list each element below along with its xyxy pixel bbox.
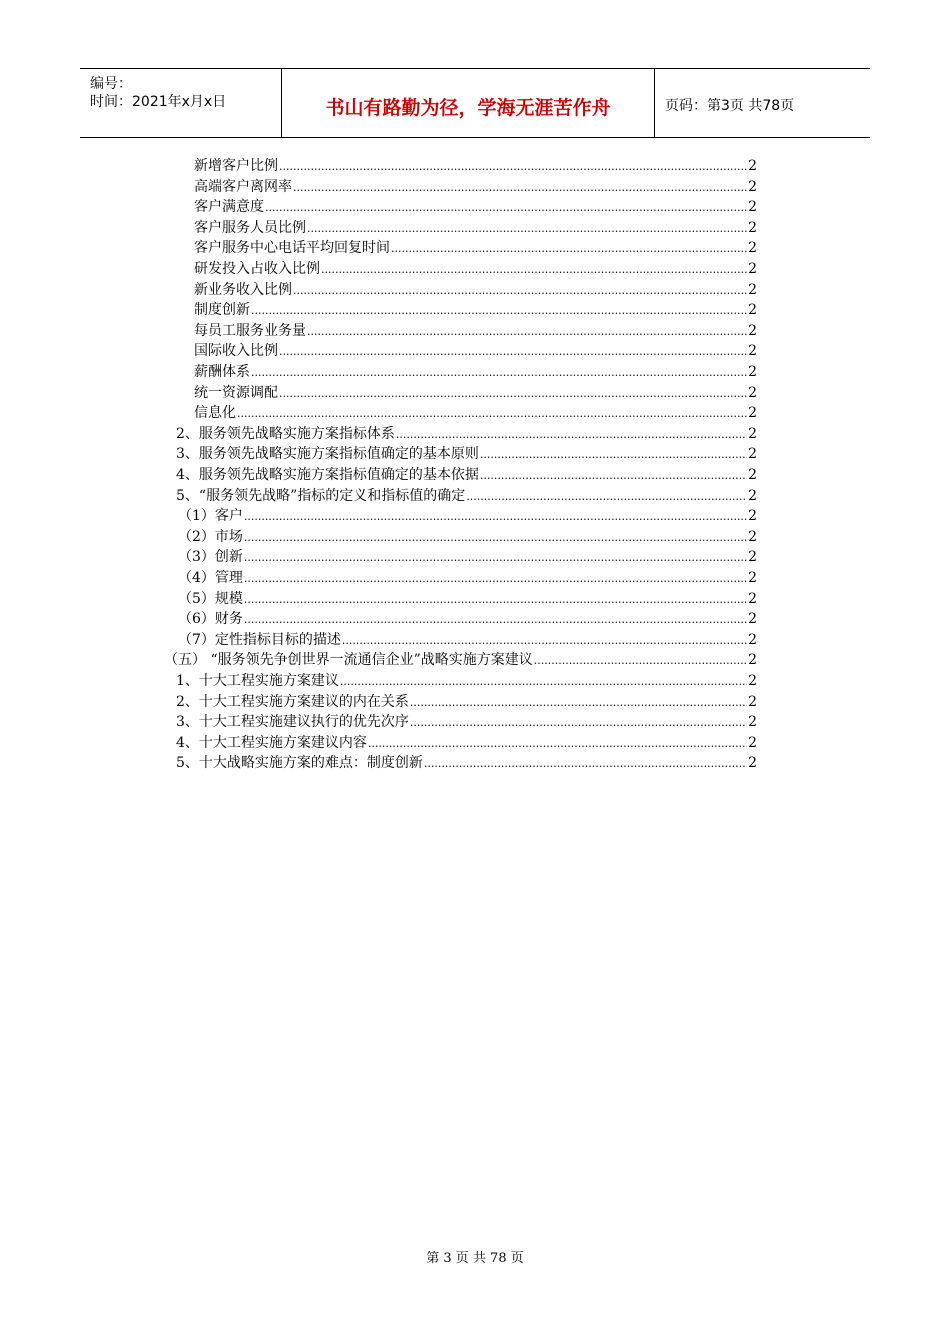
toc-entry[interactable] (178, 568, 757, 588)
toc-entry-page: 2 (748, 158, 757, 174)
toc-entry-page: 2 (748, 178, 757, 195)
toc-entry-page: 2 (748, 487, 757, 504)
toc-entry-page: 2 (748, 364, 757, 380)
toc-entry[interactable] (178, 547, 757, 567)
toc-entry-page: 2 (748, 570, 757, 586)
toc-entry-page: 2 (748, 425, 757, 442)
toc-entry[interactable] (178, 589, 757, 609)
toc-entry-page: 2 (748, 714, 757, 731)
toc-entry-label: 3、十大工程实施建议执行的优先次序 (176, 714, 409, 731)
toc-entry-label: （7）定性指标目标的描述 (178, 631, 341, 648)
toc-entry[interactable] (194, 259, 757, 279)
toc-entry[interactable] (194, 156, 757, 176)
toc-entry-label: （5）规模 (178, 590, 243, 607)
header-page-cell (655, 69, 870, 137)
toc-entry[interactable] (176, 486, 757, 506)
toc-entry-label: 信息化 (194, 405, 236, 422)
toc-entry-label: 高端客户离网率 (194, 178, 292, 195)
toc-entry-label: 客户服务人员比例 (194, 219, 306, 236)
toc-dot-leader (340, 672, 747, 692)
date-label: 时间：2021年x月x日 (90, 94, 227, 110)
toc-dot-leader (244, 590, 747, 610)
toc-entry-label: 4、服务领先战略实施方案指标值确定的基本依据 (176, 467, 479, 483)
toc-entry[interactable] (194, 383, 757, 403)
toc-entry-page: 2 (748, 467, 757, 483)
toc-entry[interactable] (176, 712, 757, 732)
toc-entry[interactable] (178, 527, 757, 547)
toc-entry[interactable] (178, 506, 757, 526)
toc-entry[interactable] (194, 321, 757, 341)
toc-entry-label: （1）客户 (178, 508, 243, 525)
toc-dot-leader (321, 260, 747, 280)
toc-entry[interactable] (176, 733, 757, 753)
toc-entry-page: 2 (748, 405, 757, 422)
toc-dot-leader (480, 466, 747, 486)
toc-dot-leader (279, 342, 747, 362)
toc-entry-page: 2 (748, 590, 757, 607)
toc-dot-leader (307, 322, 747, 342)
toc-entry-label: （4）管理 (178, 570, 243, 586)
toc-entry-page: 2 (748, 302, 757, 319)
page-footer: 第 3 页 共 78 页 (426, 1251, 524, 1266)
toc-dot-leader (237, 404, 747, 424)
header-meta (80, 69, 282, 137)
toc-entry[interactable] (194, 177, 757, 197)
toc-entry-label: 5、“服务领先战略”指标的定义和指标值的确定 (176, 487, 466, 504)
toc-dot-leader (251, 301, 747, 321)
toc-entry[interactable] (194, 280, 757, 300)
toc-dot-leader (480, 445, 747, 465)
toc-entry-label: （2）市场 (178, 528, 243, 545)
toc-entry-page: 2 (748, 631, 757, 648)
header-motto: 书山有路勤为径，学海无涯苦作舟 (325, 97, 611, 119)
toc-dot-leader (466, 487, 747, 507)
toc-entry-page: 2 (748, 219, 757, 236)
toc-dot-leader (279, 157, 747, 177)
toc-dot-leader (244, 528, 747, 548)
toc-entry-label: 研发投入占收入比例 (194, 261, 320, 277)
toc-dot-leader (396, 425, 747, 445)
toc-entry-page: 2 (748, 240, 757, 257)
toc-dot-leader (244, 569, 747, 589)
toc-entry-page: 2 (748, 508, 757, 525)
toc-entry-page: 2 (748, 652, 757, 669)
toc-entry[interactable] (194, 341, 757, 361)
toc-dot-leader (368, 734, 747, 754)
toc-entry-page: 2 (748, 446, 757, 463)
toc-entry-page: 2 (748, 693, 757, 710)
toc-entry-label: 新业务收入比例 (194, 281, 292, 298)
toc-entry-page: 2 (748, 261, 757, 277)
toc-entry-label: （3）创新 (178, 549, 243, 566)
toc-entry[interactable] (164, 650, 757, 670)
toc-dot-leader (342, 631, 747, 651)
toc-dot-leader (244, 507, 747, 527)
toc-entry-label: 客户服务中心电话平均回复时间 (194, 240, 390, 257)
toc-entry-label: 新增客户比例 (194, 158, 278, 174)
toc-entry-page: 2 (748, 384, 757, 401)
toc-dot-leader (391, 239, 747, 259)
toc-entry[interactable] (178, 630, 757, 650)
toc-entry[interactable] (176, 671, 757, 691)
toc-entry-page: 2 (748, 734, 757, 751)
header-page-number: 页码：第3页 共78页 (665, 98, 795, 114)
toc-entry[interactable] (194, 403, 757, 423)
toc-entry-label: 1、十大工程实施方案建议 (176, 673, 339, 689)
toc-dot-leader (244, 548, 747, 568)
toc-dot-leader (534, 651, 747, 671)
toc-entry[interactable] (194, 197, 757, 217)
toc-entry-label: 薪酬体系 (194, 364, 250, 380)
toc-entry[interactable] (194, 300, 757, 320)
toc-entry[interactable] (176, 424, 757, 444)
toc-dot-leader (251, 363, 747, 383)
toc-entry-page: 2 (748, 199, 757, 216)
toc-entry[interactable] (178, 609, 757, 629)
toc-entry[interactable] (194, 218, 757, 238)
toc-entry-label: 2、服务领先战略实施方案指标体系 (176, 425, 395, 442)
toc-dot-leader (293, 281, 747, 301)
toc-dot-leader (293, 178, 747, 198)
page-header (80, 68, 870, 138)
toc-dot-leader (410, 693, 747, 713)
toc-entry-page: 2 (748, 673, 757, 689)
toc-entry-page: 2 (748, 281, 757, 298)
toc-entry-page: 2 (748, 343, 757, 360)
toc-dot-leader (307, 219, 747, 239)
toc-entry-label: 制度创新 (194, 302, 250, 319)
toc-entry[interactable] (194, 238, 757, 258)
toc-dot-leader (265, 198, 747, 218)
toc-entry-page: 2 (748, 322, 757, 339)
toc-entry-label: 3、服务领先战略实施方案指标值确定的基本原则 (176, 446, 479, 463)
toc-entry-page: 2 (748, 755, 757, 772)
toc-entry-page: 2 (748, 528, 757, 545)
toc-dot-leader (410, 713, 747, 733)
toc-entry[interactable] (176, 753, 757, 773)
toc-entry-page: 2 (748, 611, 757, 628)
toc-entry[interactable] (176, 465, 757, 485)
header-motto-cell (282, 69, 655, 137)
toc-entry-label: （6）财务 (178, 611, 243, 628)
toc-dot-leader (279, 384, 747, 404)
toc-entry-label: 国际收入比例 (194, 343, 278, 360)
toc-entry[interactable] (176, 444, 757, 464)
toc-entry-label: 2、十大工程实施方案建议的内在关系 (176, 693, 409, 710)
serial-number-label: 编号： (90, 76, 132, 92)
toc-entry-label: 每员工服务业务量 (194, 322, 306, 339)
toc-entry-label: 客户满意度 (194, 199, 264, 216)
toc-entry-page: 2 (748, 549, 757, 566)
toc-entry-label: （五） “服务领先争创世界一流通信企业”战略实施方案建议 (164, 652, 533, 669)
toc-dot-leader (424, 754, 747, 774)
toc-dot-leader (244, 610, 747, 630)
toc-entry[interactable] (194, 362, 757, 382)
toc-entry-label: 4、十大工程实施方案建议内容 (176, 734, 367, 751)
toc-entry-label: 5、十大战略实施方案的难点：制度创新 (176, 755, 423, 772)
toc-entry-label: 统一资源调配 (194, 384, 278, 401)
toc-entry[interactable] (176, 692, 757, 712)
